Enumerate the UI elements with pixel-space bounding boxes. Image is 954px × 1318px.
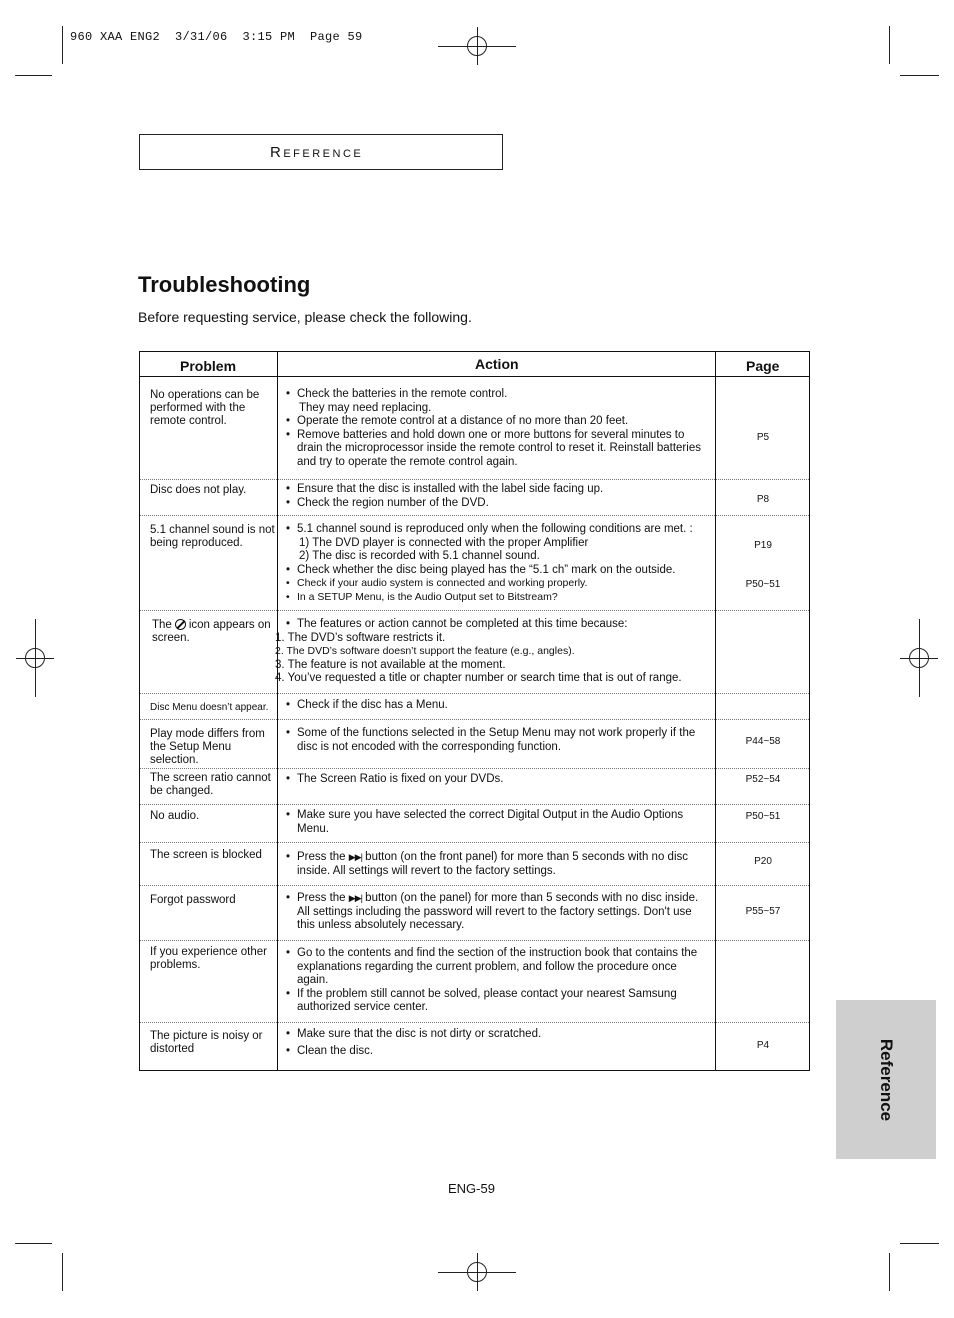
prohibited-icon (175, 619, 186, 630)
intro-text: Before requesting service, please check the following. (138, 309, 472, 325)
action-cell (286, 1028, 706, 1058)
action-item (286, 851, 706, 878)
skip-forward-icon: ▶▶| (348, 893, 362, 903)
action-item: • Check the batteries in the remote control. (286, 388, 706, 402)
column-divider (715, 352, 716, 1070)
action-item: • 5.1 channel sound is reproduced only when the following conditions are met. : (286, 523, 706, 537)
action-cell (286, 892, 706, 933)
problem-text: icon appears on screen. (152, 619, 271, 644)
row-divider (140, 804, 809, 805)
action-item: • Make sure you have selected the correct Digital Output in the Audio Options Menu. (286, 809, 706, 836)
row-divider (140, 719, 809, 720)
row-divider (140, 515, 809, 516)
action-item: • The features or action cannot be completed at this time because: (286, 618, 706, 632)
action-cell (286, 773, 706, 787)
section-header (139, 134, 503, 170)
crop-mark (889, 1253, 890, 1291)
page-ref: P50~51 (745, 579, 781, 590)
problem-cell: The screen ratio cannot be changed. (150, 772, 271, 797)
problem-cell: The picture is noisy or distorted (150, 1030, 263, 1055)
page-ref: P44~58 (745, 736, 781, 747)
action-item: • If the problem still cannot be solved, please contact your nearest Samsung authorized service center. (286, 988, 706, 1015)
action-cell (286, 523, 706, 605)
problem-cell: No audio. (150, 810, 200, 822)
action-cell (286, 699, 706, 713)
problem-cell: Disc does not play. (150, 484, 247, 496)
page-ref: P20 (754, 856, 772, 867)
problem-cell: Disc Menu doesn’t appear. (150, 702, 269, 713)
action-item: • Check if the disc has a Menu. (286, 699, 706, 713)
skip-forward-icon: ▶▶| (348, 852, 362, 862)
crop-mark (900, 1243, 939, 1244)
action-cell (286, 947, 706, 1015)
page-ref: P50~51 (745, 811, 781, 822)
row-divider (140, 842, 809, 843)
row-divider (140, 693, 809, 694)
action-item: 3. The feature is not available at the moment. (275, 658, 506, 671)
page-ref: P8 (756, 494, 770, 505)
header-problem: Problem (180, 358, 237, 374)
row-divider (140, 885, 809, 886)
action-item: • Ensure that the disc is installed with the label side facing up. (286, 483, 706, 497)
problem-text: The (152, 619, 172, 631)
action-item: • Check the region number of the DVD. (286, 497, 706, 511)
page-ref: P55~57 (745, 906, 781, 917)
page-title: Troubleshooting (138, 272, 311, 297)
action-item: • Check if your audio system is connected and working properly. (286, 577, 706, 591)
problem-cell: The screen is blocked (150, 849, 262, 861)
crop-mark (900, 75, 939, 76)
page-ref: P4 (756, 1040, 770, 1051)
action-text: Press the (297, 892, 346, 904)
row-divider (140, 1022, 809, 1023)
side-tab (836, 1000, 936, 1159)
problem-cell: Play mode differs from the Setup Menu selection. (150, 728, 265, 766)
action-cell (286, 809, 706, 836)
action-cell (286, 483, 706, 510)
crop-mark (62, 1253, 63, 1291)
crop-mark (15, 1243, 52, 1244)
row-divider (140, 940, 809, 941)
side-tab-label: Reference (877, 1038, 896, 1121)
troubleshooting-table (139, 351, 810, 1071)
row-divider (140, 610, 809, 611)
action-item: • Make sure that the disc is not dirty or scratched. (286, 1028, 706, 1042)
header-page: Page (746, 358, 780, 374)
action-text: Press the (297, 851, 346, 863)
action-item: 1. The DVD’s software restricts it. (275, 631, 446, 644)
action-item: • Operate the remote control at a distance of no more than 20 feet. (286, 415, 706, 429)
action-cell (286, 851, 706, 878)
page-ref: P5 (756, 432, 770, 443)
crop-mark (889, 26, 890, 64)
action-text: button (on the front panel) for more than 5 seconds with no disc inside. All settings will revert to the factory settings. (297, 851, 688, 877)
problem-cell: 5.1 channel sound is not being reproduced. (150, 524, 275, 549)
problem-cell: No operations can be performed with the remote control. (150, 389, 260, 427)
crop-mark (62, 26, 63, 64)
registration-mark (900, 639, 938, 677)
action-item: • Go to the contents and find the section of the instruction book that contains the explanations regarding the current problem, and follow the procedure once again. (286, 947, 706, 988)
registration-mark (458, 1253, 496, 1291)
action-item: 2) The disc is recorded with 5.1 channel sound. (299, 550, 540, 563)
action-item: They may need replacing. (299, 401, 432, 414)
page-ref: P19 (754, 540, 772, 551)
registration-mark (16, 639, 54, 677)
problem-cell: Forgot password (150, 894, 236, 906)
action-item (286, 892, 706, 933)
header-action: Action (475, 356, 519, 372)
action-item: • Check whether the disc being played has the “5.1 ch” mark on the outside. (286, 564, 706, 578)
row-divider (140, 479, 809, 480)
action-item: • In a SETUP Menu, is the Audio Output set to Bitstream? (286, 591, 706, 605)
action-item: • Remove batteries and hold down one or more buttons for several minutes to drain the microprocessor inside the remote control to reset it. Reinstall batteries and try to operate the remote control again. (286, 429, 706, 470)
page-ref: P52~54 (745, 774, 781, 785)
action-item: 4. You’ve requested a title or chapter number or search time that is out of range. (275, 672, 682, 685)
problem-cell (152, 619, 280, 645)
crop-mark (15, 75, 52, 76)
action-cell (286, 388, 706, 470)
action-item: 1) The DVD player is connected with the proper Amplifier (299, 536, 589, 549)
action-cell (286, 727, 706, 754)
action-item: • Some of the functions selected in the Setup Menu may not work properly if the disc is not encoded with the corresponding function. (286, 727, 706, 754)
section-title: Reference (270, 144, 364, 161)
registration-mark (458, 27, 496, 65)
row-divider (140, 768, 809, 769)
action-item: • The Screen Ratio is fixed on your DVDs. (286, 773, 706, 787)
action-cell (275, 618, 706, 686)
action-item: 2. The DVD’s software doesn’t support the feature (e.g., angles). (275, 645, 575, 658)
page-number: ENG-59 (448, 1181, 495, 1196)
header-divider (140, 376, 809, 377)
print-header: 960 XAA ENG2 3/31/06 3:15 PM Page 59 (70, 30, 363, 44)
problem-cell: If you experience other problems. (150, 946, 267, 971)
action-item: • Clean the disc. (286, 1045, 706, 1059)
action-text: button (on the panel) for more than 5 seconds with no disc inside. All settings including the password will revert to the factory settings. Don't use this unless absolutely necessary. (297, 892, 699, 932)
